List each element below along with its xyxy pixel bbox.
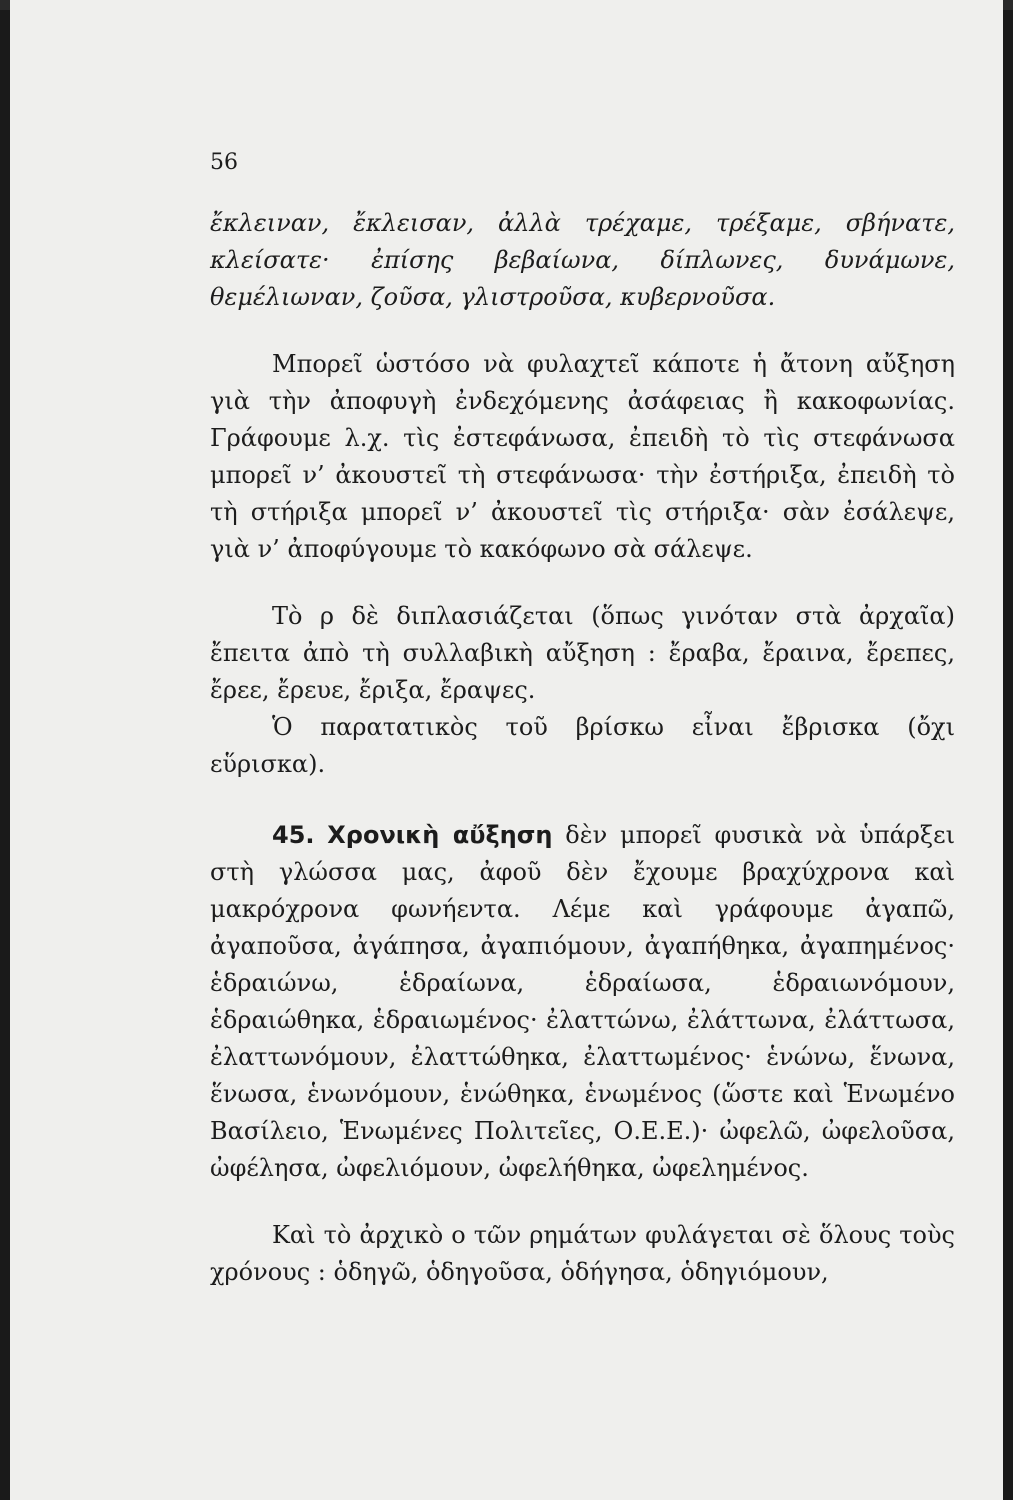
- page-body: [210, 205, 955, 1291]
- paragraph-3: Τὸ ρ δὲ διπλασιάζεται (ὅπως γινόταν στὰ ἀρχαῖα) ἔπειτα ἀπὸ τὴ συλλαβικὴ αὔξηση : ἔραβα, ἔραινα, ἔρεπες, ἔρεε, ἔρευε, ἔριξα, ἔραψες.: [210, 602, 955, 704]
- section-45: [210, 817, 955, 1187]
- section-body: δὲν μπορεῖ φυσικὰ νὰ ὑπάρξει στὴ γλώσσα μας, ἀφοῦ δὲν ἔχουμε βραχύχρονα καὶ μακρόχρονα φωνήεντα. Λέμε καὶ γράφουμε ἀγαπῶ, ἀγαποῦσα, ἀγάπησα, ἀγαπιόμουν, ἀγαπήθηκα, ἀγαπημένος· ἑδραιώνω, ἑδραίωνα, ἑδραίωσα, ἑδραιωνόμουν, ἑδραιώθηκα, ἑδραιωμένος· ἐλαττώνω, ἐλάττωνα, ἐλάττωσα, ἐλαττωνόμουν, ἐλαττώθηκα, ἐλαττωμένος· ἑνώνω, ἕνωνα, ἕνωσα, ἑνωνόμουν, ἑνώθηκα, ἑνωμένος (ὥστε καὶ Ἑνωμένο Βασίλειο, Ἑνωμένες Πολιτεῖες, Ο.Ε.Ε.)· ὠφελῶ, ὠφελοῦσα, ὠφέλησα, ὠφελιόμουν, ὠφελήθηκα, ὠφελημένος.: [210, 821, 955, 1182]
- paragraph-2: Μπορεῖ ὡστόσο νὰ φυλαχτεῖ κάποτε ἡ ἄτονη αὔξηση γιὰ τὴν ἀποφυγὴ ἐνδεχόμενης ἀσάφειας ἢ κακοφωνίας. Γράφουμε λ.χ. τὶς ἐστεφάνωσα, ἐπειδὴ τὸ τὶς στεφάνωσα μπορεῖ ν’ ἀκουστεῖ τὴ στεφάνωσα· τὴν ἐστήριξα, ἐπειδὴ τὸ τὴ στήριξα μπορεῖ ν’ ἀκουστεῖ τὶς στήριξα· σὰν ἐσάλεψε, γιὰ ν’ ἀποφύγουμε τὸ κακόφωνο σὰ σάλεψε.: [210, 350, 955, 563]
- paragraph-1: ἔκλειναν, ἔκλεισαν, ἀλλὰ τρέχαμε, τρέξαμε, σβήνατε, κλείσατε· ἐπίσης βεβαίωνα, δίπλωνες, δυνάμωνε, θεμέλιωναν, ζοῦσα, γλιστροῦσα, κυβερνοῦσα.: [210, 209, 955, 311]
- section-title: Χρονικὴ αὔξηση: [327, 821, 553, 849]
- section-number: 45.: [272, 821, 315, 849]
- page-number: 56: [210, 150, 238, 175]
- paragraph-6: Καὶ τὸ ἀρχικὸ ο τῶν ρημάτων φυλάγεται σὲ ὅλους τοὺς χρόνους : ὁδηγῶ, ὁδηγοῦσα, ὁδήγησα, ὁδηγιόμουν,: [210, 1221, 955, 1286]
- paragraph-4: Ὁ παρατατικὸς τοῦ βρίσκω εἶναι ἔβρισκα (ὄχι εὕρισκα).: [210, 713, 955, 778]
